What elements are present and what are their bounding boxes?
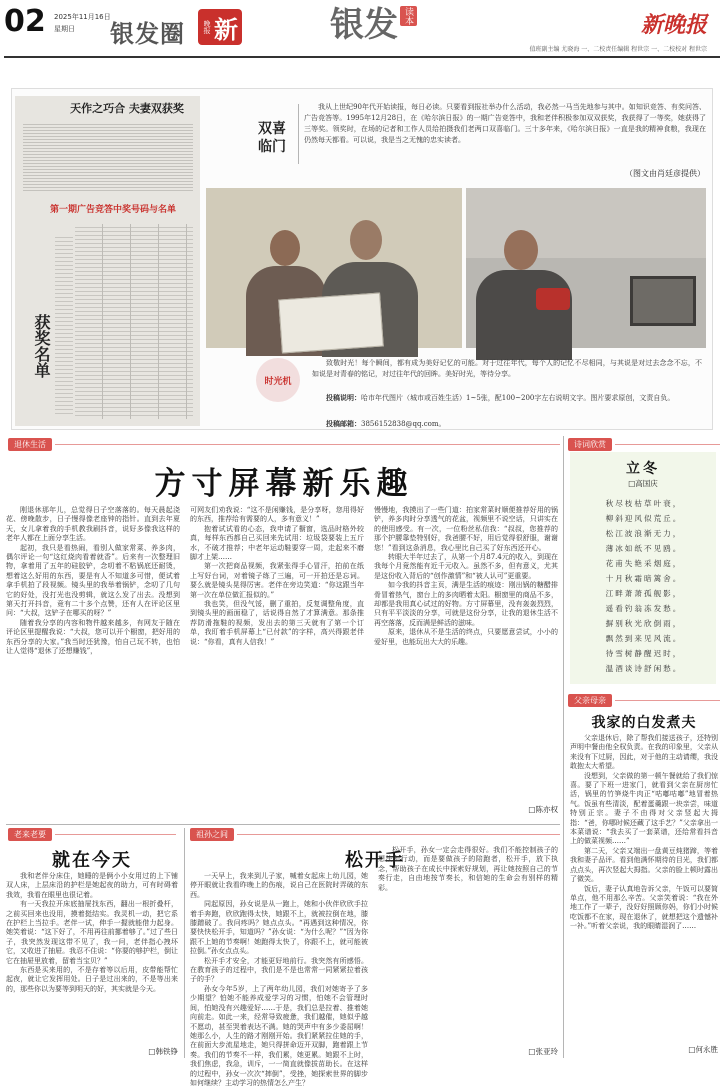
- article4-col1: [190, 872, 368, 1087]
- poem-line: 温酒谈诗舒闲愁。: [605, 664, 683, 673]
- clip-side-heading: 获奖名单: [32, 314, 51, 378]
- article1-title: 方寸屏幕新乐趣: [154, 466, 414, 502]
- poem-tag: 诗词欣赏: [568, 438, 612, 451]
- photo1-man-head: [350, 220, 382, 260]
- article1-p6: 第一次把商品视频，我紧张得手心冒汗，拍前在纸上写好台词，对着镜子练了三遍，可一开拍还是忘词。要么就是镜头晃得厉害。老伴在旁边笑道：“你这跟当年第一次在单位做汇报似的。”: [190, 562, 364, 599]
- poem-tag-line: [615, 444, 720, 445]
- article3-author: □韩铁铮: [148, 1047, 178, 1056]
- album-email-address[interactable]: 3856152838@qq.com。: [361, 420, 446, 428]
- article1-p4: 可网友们劝我说：“这不是闲赚钱，是分享呀，您用得好的东西，推荐给有需要的人，多有意义！”: [190, 506, 364, 524]
- article1-tag-row: [8, 438, 560, 451]
- poem-lines: [576, 496, 712, 676]
- poem-line: 薄冰如纸不见鸥。: [605, 544, 683, 553]
- article1-p1: 刚退休那年儿，总觉得日子空落落的。每天晨起浇花、傍晚散步，日子慢得像老座钟的指针。直到去年夏天，女儿拿着我的手机教我刷抖音，说好多像我这样的老年人都在上面分享生活。: [6, 506, 180, 543]
- poem-line: 江畔萧萧孤舰影，: [605, 589, 683, 598]
- article4-p5: 松开手，孙女一定会走得很好。我们不能控制孩子的想法和行动，而是要做孩子的陪跑者，松开手，放下执念，帮助孩子在成长中探索好规划，再让她按照自己的节奏行走，自由地按节奏长，和信她的生命会有别样的精彩。: [378, 846, 558, 892]
- article1-col2: [190, 506, 364, 818]
- photo2-man-head: [504, 230, 538, 270]
- article1-p7: 我也笑，但没气馁，删了重拍，反复调整角度，直到镜头里的画面稳了，话说得自然了才算满意。那条推荐防滑拖鞋的视频，发出去的第三天就有了第一个订单，我盯着手机屏幕上“已付款”的字样，高兴得跟老伴说：“你看，真有人信我！”: [190, 600, 364, 646]
- editor-credits: 值班副主编 尤晓海 一、二校责任编辑 程世宗 一、二校校对 程世宗: [529, 46, 707, 53]
- photo-man-on-phone: [466, 188, 706, 348]
- photo2-wall: [466, 188, 706, 258]
- poem-line: 松江波浪渐无力，: [605, 529, 683, 538]
- album-email-label: 投稿邮箱：: [326, 419, 361, 428]
- newspaper-logo: 新晚报: [640, 12, 707, 38]
- article4-p3: 松开手才安全，才能更好地前行。我突然有所感悟。在教育孩子的过程中，我们是不是也常常一同紧紧拉着孩子的手？: [190, 956, 368, 984]
- right-article-tag: 父亲母亲: [568, 694, 612, 707]
- clip-side-lines: [55, 234, 73, 414]
- lower-section-rule: [6, 824, 560, 825]
- article4-tag-row: [190, 828, 560, 841]
- column-logo: [330, 6, 417, 44]
- article1-col3: [374, 506, 558, 798]
- article4-author: □张亚玲: [528, 1047, 558, 1056]
- album-intro: 致敬时光！每个瞬间，都有成为美好记忆的可能。对于过往年代，每个人的记忆不尽相同，与其说是对过去念念不忘，不如说是对青春的铭记，对过往年代的回眸。美好时光，等待分享。: [312, 359, 702, 378]
- article3-p1: 我和老伴分床住，她睡的是俩小小女用过的上下铺双人床，上层床沿的护栏是她起夜的助力，可有时碍着我效，我看在眼里也很记着。: [6, 872, 178, 899]
- album-logo: [256, 358, 300, 402]
- article1-tag-line: [55, 444, 560, 445]
- right-article-p2: 没想到，父亲做的第一顿午餐就给了我们惊喜。要了下班一进家门，就看到父亲在厨房忙活，锅里的竹笋烧牛肉正“咕嘟咕嘟”地冒着热气。饭虽有些清淡，配着蛋羹跟一块亲尝，味道特别正宗。妻子不由得对父亲竖起大拇指：“爸，你哪时候还藏了这手艺？”父亲拿出一本菜谱说：“我去买了一套菜谱，还给常看抖音上的做菜视频……”: [570, 771, 718, 846]
- photo2-phone: [536, 288, 570, 310]
- feature-divider: [298, 104, 299, 164]
- photo2-man-body: [476, 270, 572, 360]
- article1-p10: 如今我的抖音主页，满是生活的痕迹：刚出锅的糖醋排骨冒着热气，窗台上的多肉晒着太阳。橱窗里的商品不多，却都是我用真心试过的好物。方寸屏幕里，没有轰轰烈烈，只有平平淡淡的分享，可就是这份分享，让我的退休生活不再空落落，反而满是鲜活的滋味。: [374, 581, 558, 627]
- article3-tag: 老来老要: [8, 828, 52, 841]
- poem-line: 待雪树静醒迟时，: [605, 649, 683, 658]
- poem-line: 遥看钓翁冻发愁。: [605, 604, 683, 613]
- poem-line: 摒别秋光欣倒雨，: [605, 619, 683, 628]
- photo1-woman-head: [270, 230, 300, 266]
- lower-divider: [184, 828, 185, 1058]
- article4-title: 松开手: [345, 850, 405, 871]
- article4-p2: 同起原因，孙女说是从一跑上，她和小伙伴欣欣手拉着手奔跑，欣欣跑得太快，她跟不上，就被拉倒在地，膝膝蹭破了。我问疼吗？她点点头。“再遇到这种情况，你要快快松开手，知道吗？”孙女说：“为什么呢？”“因为你跟不上她的节奏啊！她跑得太快了，你跟不上，就可能被拉倒。”孙女点点头。: [190, 900, 368, 956]
- right-article-tag-line: [615, 700, 720, 701]
- feature-paragraph: 我从上世纪90年代开始读报，每日必读。只要看到报社举办什么活动，我必然一马当先地参与其中。如知识竞答、有奖问答、广告竞答等。1995年12月28日，在《哈尔滨日报》的一期广告竞答中，我和老伴积极参加双双获奖，我获得了一等奖，她获得了三等奖。领奖时，在场的记者和工作人员给拍摄我们老两口双喜临门。三十多年来，《哈尔滨日报》一直是我的精神食粮，我现在仍然每天都看。可以说，我是当之无愧的忠实读者。: [304, 103, 706, 144]
- issue-date: 2025年11月16日: [54, 13, 111, 21]
- album-rule-text: 哈市年代图片（城市或百姓生活）1~5张，配100~200字左右说明文字。图片要求原创，文责自负。: [361, 394, 675, 402]
- article1-p3: 随着我分享的内容和物件越来越多，有网友于随在评论区里提醒我说：“大叔，您可以开个橱窗，把好用的东西分享的大家。”我当时还犹豫，怕自己玩不转，也怕让人觉得“退休了还想赚钱”，: [6, 618, 180, 656]
- right-article-p4: 饭后，妻子认真地告诉父亲，午饭可以要简单点，他不用那么辛苦。父亲笑着说：“我在外地工作了一辈子，没好好照顾你妈，你们小时候吃饭都不在家，现在退休了，就想把这个遗憾补一补。”听着父亲说，我的眼睛湿润了……: [570, 884, 718, 931]
- right-article-body: [570, 734, 718, 1038]
- article1-p9: 转眼大半年过去了，从第一个月87.4元的收入，到现在我每个月竟然能有近千元收入。虽然不多，但有意义，尤其是这份收入背后的“创作激情”和“被人认可”更重要。: [374, 553, 558, 580]
- poem-title: 立冬: [626, 461, 660, 477]
- album-logo-text: 时光机: [264, 376, 292, 387]
- article1-col1: [6, 506, 180, 818]
- poem-tag-row: [568, 438, 720, 451]
- newspaper-clipping: [15, 96, 200, 426]
- album-rules: [312, 392, 702, 404]
- section-seal-logo: [198, 9, 242, 45]
- feature-side-title: 双喜临门: [258, 121, 286, 155]
- article4-p1: 一天早上，我来到儿子家，喊着女起床上幼儿园，她停开眼就让我看昨晚上的伤痕，说自己在医院时弄破的东西。: [190, 872, 368, 899]
- photo2-tv: [630, 276, 696, 326]
- seal-side-text: 晚报: [203, 20, 211, 34]
- section-name: 银发圈: [110, 20, 185, 48]
- clip-text-block: [23, 122, 193, 192]
- poem-line: 十月秋霜暗篱舍。: [605, 574, 683, 583]
- article4-tag: 祖孙之间: [190, 828, 234, 841]
- article3-title: 就在今天: [52, 850, 132, 871]
- article4-p4: 孙女今年5岁，上了两年幼儿园，我们对她寄予了多少期望？怕她不能养成爱学习的习惯，怕她不会管理时间，怕她没有兴趣爱好……于是，我们总是拉着、推着她向前走。如此一来，经常导致疲惫，我们越催，她似乎越不愿动，甚至哭着表达不满。她的哭声中有多少委屈啊！她那么小，人生的路才刚刚开始。我们紧紧拉住她的手，在前面大步流星地走，她只得拼命迈开双脚，跑着跟上节奏。我们的节奏不一样，我们累，她更累。她跟不上时，我们焦虑，我急，训斥，一一简直就像拔苗助长。在这样的过程中，孙女一次次“摔倒”，受挫，她探索世界的脚步如何继续？主动学习的热情怎么产生？: [190, 984, 368, 1087]
- clip-columns: [75, 224, 193, 419]
- poem-line: 花甫失艳采烟庭，: [605, 559, 683, 568]
- article3-p2: 有一天我拉开床底抽屉找东西，翻出一根折叠杆，之前买回来也没用，摸着挺结实。我灵机一动，把它系在护栏上当拉手。老伴一试，伸手一握就能借力起身。她笑着说：“这下好了，不用再往前挪着够了。”过了些日子，我突然发现这带不见了，我一问，老伴指心拽坏它，又收进了抽屉。我忍不住说：“你要的够护栏，倒让它在抽屉里放着，留着当宝贝？”: [6, 900, 178, 965]
- poem-line: 秋尽枝枯草叶衰，: [605, 499, 683, 508]
- poem-author: □高国庆: [628, 479, 658, 488]
- article3-tag-line: [55, 834, 176, 835]
- album-email: [312, 418, 702, 430]
- album-rule-label: 投稿说明：: [326, 393, 361, 402]
- seal-main-text: 新: [214, 14, 238, 44]
- right-article-p3: 第二天，父亲又端出一盘黄豆炖猪蹄，等着我和妻子品评。看到他满怀期待的目光，我们都点点头，再次竖起大拇指。父亲的脸上顿时露出了微笑。: [570, 846, 718, 884]
- column-logo-mark: 读本: [400, 6, 417, 26]
- photo-couple-reading: [206, 188, 462, 348]
- right-article-p1: 父亲退休后，除了帮我们接送孩子，还特别声明中餐由他全权负责。在我的印象里，父亲从来没有下过厨，因此，对于他的主动请缨，我没敢抱太大希望。: [570, 734, 718, 771]
- clip-banner: 第一期广告竞答中奖号码与名单: [49, 205, 176, 215]
- article3-tag-row: [8, 828, 176, 841]
- issue-weekday: 星期日: [54, 25, 75, 33]
- right-article-title: 我家的白发煮夫: [591, 715, 697, 731]
- article3-body: [6, 872, 178, 1042]
- article3-p3: 东西是买来用的，不是存着等以后用，皮带能帮忙起夜，就让它发挥用处。日子是过出来的，不是等出来的，那些你以为要等到明天的好，其实就是今天。: [6, 966, 178, 993]
- poem-line: 飘然到来见风流。: [605, 634, 683, 643]
- column-logo-text: 银发: [330, 5, 398, 45]
- article4-tag-line: [237, 834, 560, 835]
- poem-line: 柳斜迎风似荒丘。: [605, 514, 683, 523]
- right-article-tag-row: [568, 694, 720, 707]
- right-column-divider: [563, 436, 564, 1058]
- article1-tag: 退休生活: [8, 438, 52, 451]
- right-article-author: □何永胜: [688, 1045, 718, 1054]
- page-number: 02: [4, 4, 46, 39]
- article1-p11: 原来，退休从不是生活的终点，只要愿意尝试，小小的爱好里，也能玩出大大的乐趣。: [374, 628, 558, 646]
- article1-p5: 抱着试试看的心态，我申请了橱窗，选品时格外较真，每样东西都自己买回来先试用：垃圾袋要装上五斤水，不破才推荐；中老年运动鞋要穿一周，走起来不磨脚才上架……: [190, 524, 364, 562]
- article1-p8: 慢慢地，我摸出了一些门道：拍家常菜时顺便推荐好用的锅铲，养多肉时分享透气的花盆，视频里不说空话，只讲实在的使用感受。有一次，一位粉丝私信我：“叔叔，您推荐的那个护腰靠垫特别好，我爸腰不好，用后觉得很舒服，谢谢您！”看到这条消息，我心里比自己买了好东西还开心。: [374, 506, 558, 552]
- feature-photo-credit: （图文由肖廷彦提供）: [625, 169, 705, 178]
- article4-col2: [378, 846, 558, 1042]
- article1-author: □陈亦权: [528, 805, 558, 814]
- article1-p2: 起初，我只是看热闹，看别人做家常菜、养多肉，偶尔评论一句“这红烧肉看着就香”。后来有一次整理旧物，拿着用了五年的硅胶铲，念叨着不粘锅底还耐烫，想着这么好用的东西，要是有人不知道多可惜，便试着拿手机拍了段视频。镜头里的我举着锅铲，念叨了几句它的好处，没打光也没剪辑，就这么发了出去。没想到第天打开抖音，竟有二十多个点赞，还有人在评论区里问：“大叔，这铲子在哪买的呀？”: [6, 543, 180, 618]
- clip-headline: 天作之巧合 夫妻双获奖: [70, 102, 184, 115]
- header-rule: [4, 56, 720, 58]
- photo1-newspaper: [278, 293, 384, 354]
